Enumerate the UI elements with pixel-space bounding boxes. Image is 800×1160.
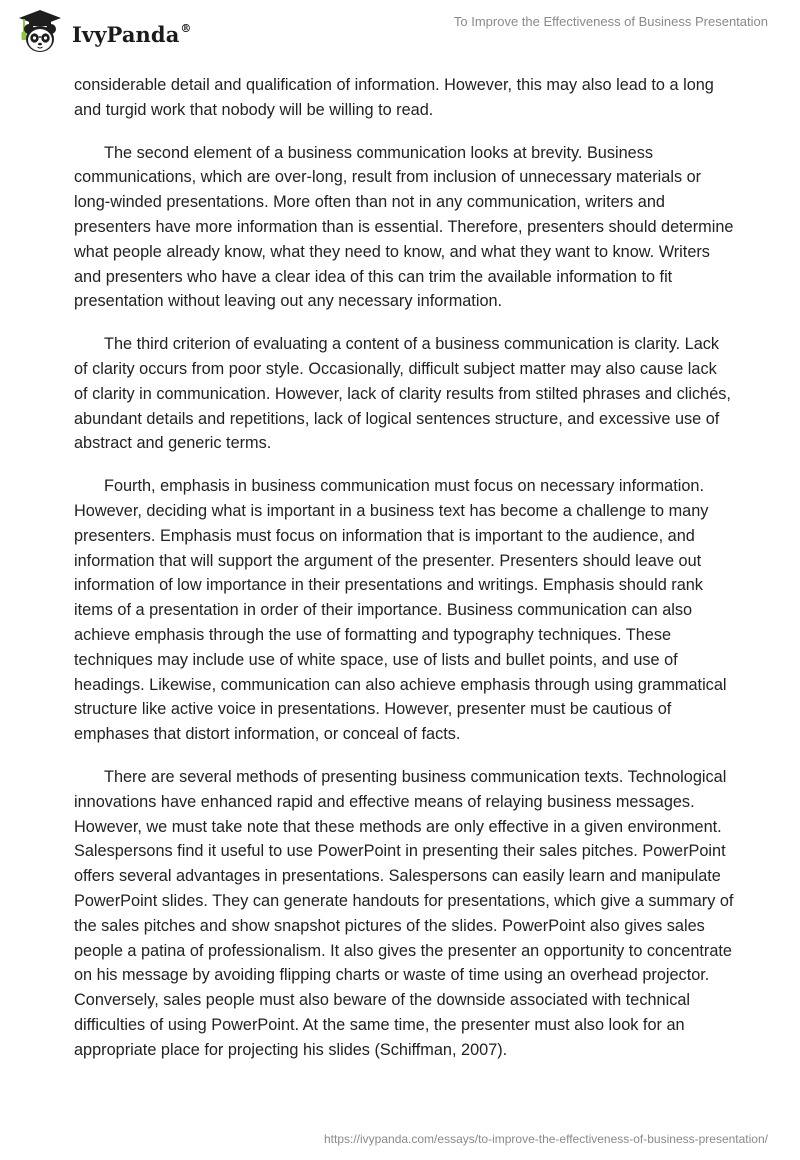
ivypanda-logo[interactable] — [14, 7, 192, 57]
document-title: To Improve the Effectiveness of Business Presentation — [453, 14, 768, 29]
page-header — [0, 0, 800, 72]
source-url[interactable]: https://ivypanda.com/essays/to-improve-the-effectiveness-of-business-presentation/ — [324, 1132, 768, 1146]
paragraph: There are several methods of presenting business communication texts. Technological innovations have enhanced rapid and effective means of relaying business messages. However, we must take note that these methods are only effective in a given environment. Salespersons find it useful to use PowerPoint in presenting their sales pitches. PowerPoint offers several advantages in presentations. Salespersons can easily learn and manipulate PowerPoint slides. They can generate handouts for presentations, which give a summary of the sales pitches and show snapshot pictures of the slides. PowerPoint also gives sales people a patina of professionalism. It also gives the presenter an opportunity to concentrate on his message by avoiding flipping charts or waste of time using an overhead projector. Conversely, sales people must also beware of the downside associated with technical difficulties of using PowerPoint. At the same time, the presenter must also look for an appropriate place for projecting his slides (Schiffman, 2007). — [74, 767, 734, 1059]
essay-body — [74, 73, 734, 1080]
panda-graduate-icon — [14, 7, 66, 57]
paragraph: The second element of a business communication looks at brevity. Business communications, which are over-long, result from inclusion of unnecessary materials or long-winded presentations. More often than not in any communication, writers and presenters have more information than is essential. Therefore, presenters should determine what people already know, what they need to know, and what they want to know. Writers and presenters who have a clear idea of this can trim the available information to fit presentation without leaving out any necessary information. — [74, 143, 734, 311]
paragraph: The third criterion of evaluating a content of a business communication is clarity. Lack of clarity occurs from poor style. Occasionally, difficult subject matter may also cause lack of clarity in communication. However, lack of clarity results from stilted phrases and clichés, abundant details and repetitions, lack of logical sentences structure, and excessive use of abstract and generic terms. — [74, 335, 731, 453]
logo-wordmark: IvyPanda® — [72, 21, 192, 47]
paragraph: Fourth, emphasis in business communication must focus on necessary information. However, deciding what is important in a business text has become a challenge to many presenters. Emphasis must focus on information that is important to the audience, and information that will support the argument of the presenter. Presenters should leave out information of low importance in their presentations and writings. Emphasis should rank items of a presentation in order of their importance. Business communication can also achieve emphasis through the use of formatting and typography techniques. These techniques may include use of white space, use of lists and bullet points, and use of headings. Likewise, communication can also achieve emphasis through using grammatical structure like active voice in presentations. However, presenter must be cautious of emphases that distort information, or conceal of facts. — [74, 477, 727, 744]
paragraph: considerable detail and qualification of information. However, this may also lead to a long and turgid work that nobody will be willing to read. — [74, 76, 714, 119]
registered-mark: ® — [180, 21, 192, 35]
